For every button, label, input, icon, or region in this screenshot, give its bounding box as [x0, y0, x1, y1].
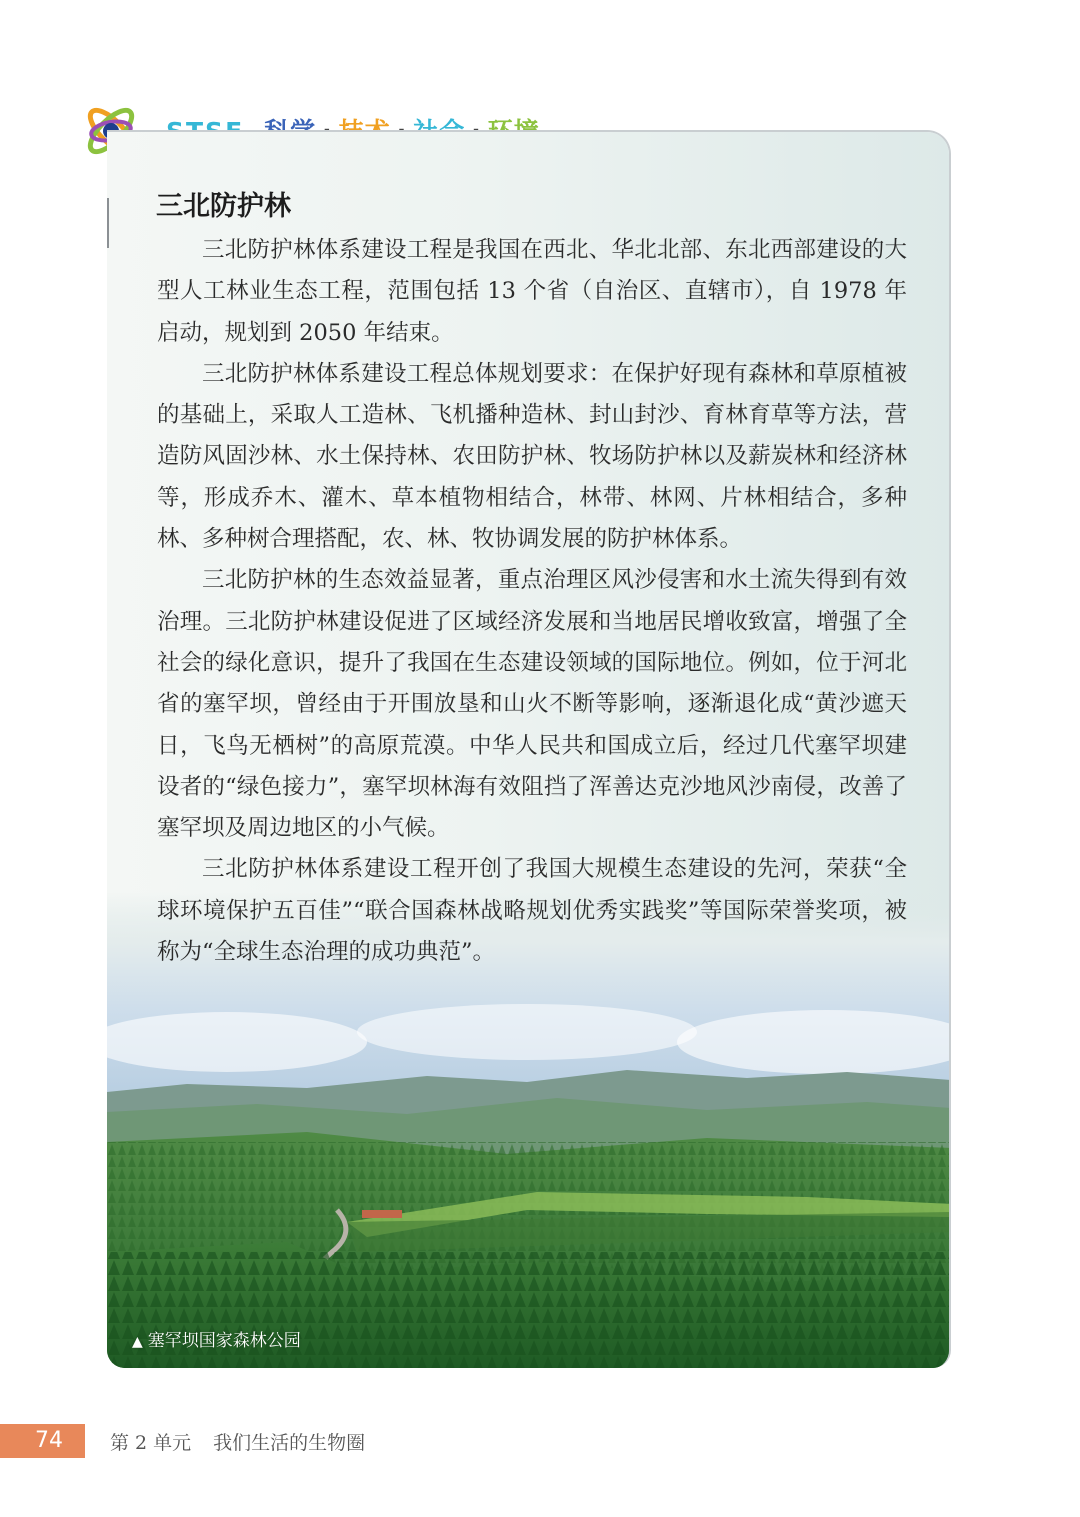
photo-caption	[132, 1326, 301, 1351]
paragraph-1: 三北防护林体系建设工程是我国在西北、华北北部、东北西部建设的大型人工林业生态工程，范围包括 13 个省（自治区、直辖市），自 1978 年启动，规划到 2050 年结束。	[157, 237, 907, 346]
article-title: 三北防护林	[156, 191, 291, 222]
footer-unit	[110, 1428, 365, 1455]
paragraph-3: 三北防护林的生态效益显著，重点治理区风沙侵害和水土流失得到有效治理。三北防护林建设促进了区域经济发展和当地居民增收致富，增强了全社会的绿化意识，提升了我国在生态建设领域的国际地位。例如，位于河北省的塞罕坝，曾经由于开围放垦和山火不断等影响，逐渐退化成“黄沙遮天日，飞鸟无栖树”的高原荒漠。中华人民共和国成立后，经过几代塞罕坝建设者的“绿色接力”，塞罕坝林海有效阻挡了浑善达克沙地风沙南侵，改善了塞罕坝及周边地区的小气候。	[157, 567, 907, 842]
paragraph-2: 三北防护林体系建设工程总体规划要求：在保护好现有森林和草原植被的基础上，采取人工造林、飞机播种造林、封山封沙、育林育草等方法，营造防风固沙林、水土保持林、农田防护林、牧场防护林以及薪炭林和经济林等，形成乔木、灌木、草本植物相结合，林带、林网、片林相结合，多种林、多种树合理搭配，农、林、牧协调发展的防护林体系。	[157, 360, 907, 553]
paragraph-4: 三北防护林体系建设工程开创了我国大规模生态建设的先河，荣获“全球环境保护五百佳”“联合国森林战略规划优秀实践奖”等国际荣誉奖项，被称为“全球生态治理的成功典范”。	[157, 856, 907, 966]
unit-title: 我们生活的生物圈	[213, 1432, 366, 1454]
caption-triangle-icon: ▲	[132, 1334, 143, 1350]
title-rule	[107, 198, 109, 248]
unit-number: 第 2 单元	[110, 1432, 192, 1454]
article-body	[157, 230, 907, 973]
page-number: 74	[0, 1424, 85, 1458]
caption-text: 塞罕坝国家森林公园	[147, 1331, 301, 1351]
